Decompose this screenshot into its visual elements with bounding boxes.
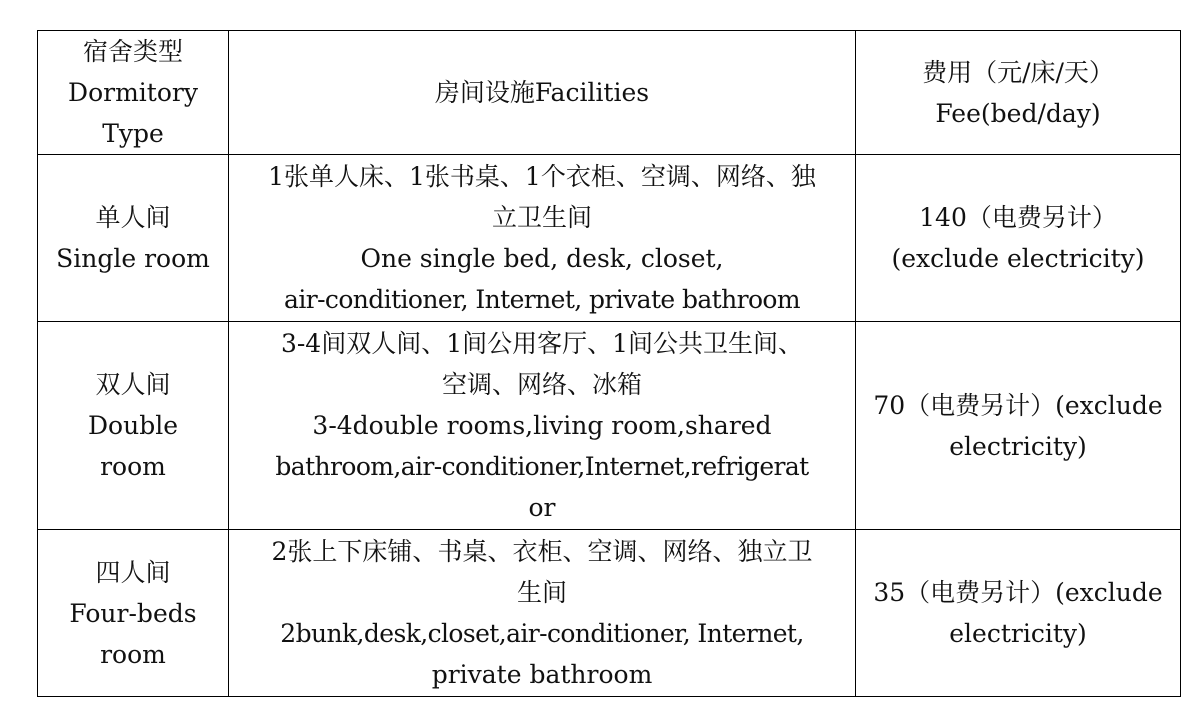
- row-facilities-cell: [229, 530, 856, 697]
- row-facilities-line: 空调、网络、冰箱: [441, 370, 642, 399]
- row-fee-line: 140（电费另计）: [919, 203, 1117, 232]
- row-type-line: Double: [88, 411, 178, 440]
- header-type-line: Type: [102, 119, 164, 148]
- row-facilities-line: private bathroom: [431, 660, 653, 689]
- row-facilities-cell: [229, 155, 856, 322]
- header-facilities-line: 房间设施Facilities: [434, 78, 650, 107]
- row-facilities-line: 3-4double rooms,living room,shared: [312, 411, 772, 440]
- row-fee-line: electricity): [949, 619, 1087, 648]
- table-row-single-room: [38, 155, 1181, 322]
- header-type-line: Dormitory: [68, 78, 198, 107]
- header-fee-line: Fee(bed/day): [935, 98, 1101, 128]
- row-facilities-line: bathroom,air-conditioner,Internet,refrigerat: [275, 452, 809, 481]
- row-facilities-line: air-conditioner, Internet, private bathroom: [284, 285, 800, 314]
- row-type-cell: [38, 530, 229, 697]
- row-fee-cell: [856, 530, 1181, 697]
- row-fee-line: electricity): [949, 431, 1087, 461]
- row-type-line: 单人间: [95, 203, 171, 232]
- row-fee-cell: [856, 322, 1181, 530]
- row-type-cell: [38, 322, 229, 530]
- row-fee-cell: [856, 155, 1181, 322]
- table-row-double-room: [38, 322, 1181, 530]
- row-facilities-line: 生间: [516, 578, 567, 607]
- row-type-line: 双人间: [95, 370, 171, 399]
- row-facilities-line: One single bed, desk, closet,: [360, 244, 724, 273]
- header-type-line: 宿舍类型: [82, 37, 183, 66]
- row-facilities-line: 立卫生间: [491, 203, 592, 232]
- row-type-line: room: [100, 639, 166, 669]
- row-facilities-line: or: [528, 493, 556, 522]
- row-facilities-line: 2张上下床铺、书桌、衣柜、空调、网络、独立卫: [271, 537, 813, 566]
- row-facilities-line: 3-4间双人间、1间公用客厅、1间公共卫生间、: [280, 329, 804, 358]
- row-facilities-line: 2bunk,desk,closet,air-conditioner, Internet,: [280, 619, 804, 648]
- header-fee-line: 费用（元/床/天）: [922, 57, 1114, 87]
- row-type-line: Single room: [56, 244, 210, 273]
- header-fee-cell: [856, 31, 1181, 155]
- header-facilities-cell: [229, 31, 856, 155]
- row-fee-line: 70（电费另计）(exclude: [873, 390, 1163, 420]
- row-fee-line: (exclude electricity): [891, 244, 1145, 273]
- row-fee-line: 35（电费另计）(exclude: [873, 578, 1163, 607]
- row-type-line: 四人间: [95, 557, 171, 587]
- row-type-line: Four-beds: [69, 598, 197, 628]
- table-header-row: [38, 31, 1181, 155]
- table-row-four-beds-room: [38, 530, 1181, 697]
- header-type-cell: [38, 31, 229, 155]
- row-type-line: room: [100, 452, 166, 481]
- row-type-cell: [38, 155, 229, 322]
- row-facilities-cell: [229, 322, 856, 530]
- row-facilities-line: 1张单人床、1张书桌、1个衣柜、空调、网络、独: [268, 162, 816, 191]
- dormitory-fee-table: [37, 30, 1181, 697]
